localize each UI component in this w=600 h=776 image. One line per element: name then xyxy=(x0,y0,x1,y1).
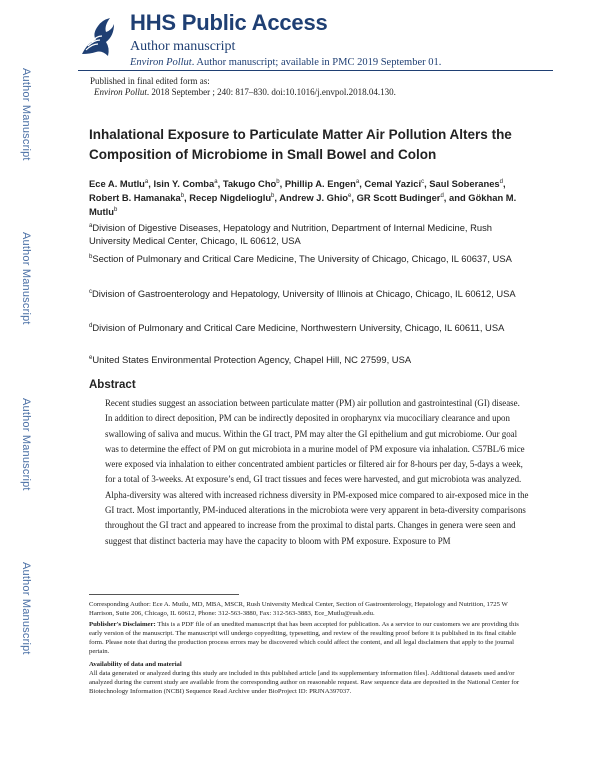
affiliation-text: Section of Pulmonary and Critical Care Medicine, The University of Chicago, Chicago, IL 60637, USA xyxy=(92,253,512,265)
availability-label: Availability of data and material xyxy=(89,661,182,668)
sidebar-author-manuscript-label: Author Manuscript xyxy=(20,232,32,325)
journal-availability-line xyxy=(130,57,441,68)
header-divider xyxy=(78,70,553,71)
hhs-eagle-logo-icon xyxy=(78,14,116,60)
disclaimer-text: This is a PDF file of an unedited manuscript that has been accepted for publication. As a service to our customers we are providing this early version of the manuscript. The manuscript will undergo copyediting, typesetting, and review of the resulting proof before it is published in its final citable form. Please note that during the production process errors may be discovered which could affect the content, and all legal disclaimers that apply to the journal pertain. xyxy=(89,621,519,655)
publication-journal-abbrev: Environ Pollut xyxy=(94,87,147,97)
author-separator: , and xyxy=(443,192,469,204)
author-affiliation-marker: a xyxy=(214,179,218,185)
author-name: GR Scott Budinger xyxy=(356,192,441,204)
affiliation-text: Division of Gastroenterology and Hepatology, University of Illinois at Chicago, Chicago, IL 60612, USA xyxy=(92,288,516,300)
footnote-divider xyxy=(89,594,239,595)
affiliation-text: United States Environmental Protection Agency, Chapel Hill, NC 27599, USA xyxy=(92,354,412,366)
journal-abbrev: Environ Pollut xyxy=(130,57,192,68)
affiliation xyxy=(89,220,529,247)
author-affiliation-marker: a xyxy=(144,179,149,185)
author-name: Isin Y. Comba xyxy=(153,178,215,190)
abstract-heading: Abstract xyxy=(89,379,136,391)
author-name: Cemal Yazici xyxy=(364,178,422,190)
author-affiliation-marker: d xyxy=(440,193,444,200)
author-separator: , xyxy=(424,178,430,190)
publication-info xyxy=(90,76,396,98)
sidebar-author-manuscript-label: Author Manuscript xyxy=(20,562,32,655)
author-name: Recep Nigdelioglu xyxy=(189,192,272,204)
article-title: Inhalational Exposure to Particulate Matter Air Pollution Alters the Composition of Microbiome in Small Bowel and Colon xyxy=(89,127,512,162)
sidebar-author-manuscript-label: Author Manuscript xyxy=(20,68,32,161)
author-affiliation-marker: e xyxy=(348,193,352,200)
affiliation-marker: e xyxy=(89,355,93,361)
corresponding-author-note: Corresponding Author: Ece A. Mutlu, MD, MBA, MSCR, Rush University Medical Center, Section of Gastroenterology, Hepatology and Nutrition, 1725 W Harrison, Suite 206, Chicago, IL 60612, Phone: 312-563-3880, Fax: 312-563-3883, Ece_Mutlu@rush.edu. xyxy=(89,601,508,617)
publication-citation xyxy=(90,87,396,98)
availability-text: . Author manuscript; available in PMC 2019 September 01. xyxy=(191,57,442,68)
sidebar-author-manuscript-label: Author Manuscript xyxy=(20,398,32,491)
publication-details: . 2018 September ; 240: 817–830. doi:10.1016/j.envpol.2018.04.130. xyxy=(146,87,396,97)
publisher-disclaimer xyxy=(89,620,529,656)
affiliation xyxy=(89,251,529,265)
affiliation xyxy=(89,352,529,366)
author-separator: , xyxy=(502,178,506,190)
hhs-public-access-title: HHS Public Access xyxy=(130,10,328,35)
abstract-body: Recent studies suggest an association between particulate matter (PM) air pollution and gastrointestinal (GI) disease. In addition to direct deposition, PM can be indirectly deposited in oropharynx via mucociliary clearance and upon swallowing of saliva and mucus. Within the GI tract, PM may alter the GI epithelium and gut microbiome. Our goal was to determine the effect of PM on gut microbiota in a murine model of PM exposure via inhalation. C57BL/6 mice were exposed via inhalation to either concentrated ambient particles or filtered air for 8-hours per day, 5-days a week, for a total of 3-weeks. At exposure’s end, GI tract tissues and feces were harvested, and gut microbiota was analyzed. Alpha-diversity was altered with increased richness diversity in PM-exposed mice compared to air-exposed mice in the GI tract. Most importantly, PM-induced alterations in the microbiota were very apparent in beta-diversity comparisons throughout the GI tract and appeared to increase from the proximal to distal parts. Changes in genera were seen and suggest that distinct bacteria may have the capacity to bloom with PM exposure. Exposure to PM xyxy=(105,398,529,546)
affiliation-marker: c xyxy=(89,289,92,295)
affiliation xyxy=(89,320,529,334)
author-name: Phillip A. Engen xyxy=(284,178,356,190)
author-affiliation-marker: d xyxy=(499,179,503,185)
author-name: Gökhan M. Mutlu xyxy=(89,192,517,218)
affiliation-marker: d xyxy=(89,323,93,329)
author-name: Andrew J. Ghio xyxy=(279,192,349,204)
affiliation-text: Division of Digestive Diseases, Hepatology and Nutrition, Department of Internal Medicine, Rush University Medical Center, Chicago, IL 60612, USA xyxy=(89,222,493,247)
author-affiliation-marker: c xyxy=(421,179,425,185)
author-separator: , xyxy=(148,178,154,190)
author-separator: , xyxy=(279,178,285,190)
author-manuscript-subtitle: Author manuscript xyxy=(130,39,236,54)
author-name: Robert B. Hamanaka xyxy=(89,192,181,204)
author-name: Saul Soberanes xyxy=(429,178,500,190)
data-availability xyxy=(89,660,529,696)
author-list xyxy=(89,176,529,218)
author-affiliation-marker: b xyxy=(114,207,118,214)
author-separator: , xyxy=(274,192,280,204)
author-separator: , xyxy=(359,178,365,190)
affiliation xyxy=(89,286,529,300)
author-name: Takugo Cho xyxy=(222,178,277,190)
affiliation-text: Division of Pulmonary and Critical Care Medicine, Northwestern University, Chicago, IL 60611, USA xyxy=(92,322,505,334)
author-affiliation-marker: b xyxy=(180,193,185,200)
availability-text: All data generated or analyzed during this study are included in this published article [and its supplementary information files]. Additional datasets used and/or analyzed during the current study are available from the corresponding author on reasonable request. Raw sequence data are deposited in the National Center for Biotechnology Information (NCBI) Sequence Read Archive under BioProject ID: PRJNA397037. xyxy=(89,670,520,695)
affiliation-marker: a xyxy=(89,223,93,229)
affiliation-marker: b xyxy=(89,254,93,260)
author-separator: , xyxy=(217,178,223,190)
published-form-label: Published in final edited form as: xyxy=(90,76,210,86)
author-affiliation-marker: b xyxy=(271,193,275,200)
author-name: Ece A. Mutlu xyxy=(89,178,145,190)
author-separator: , xyxy=(351,192,357,204)
author-affiliation-marker: b xyxy=(276,179,280,185)
author-affiliation-marker: a xyxy=(355,179,360,185)
disclaimer-label: Publisher's Disclaimer: xyxy=(89,621,156,628)
author-separator: , xyxy=(184,192,190,204)
